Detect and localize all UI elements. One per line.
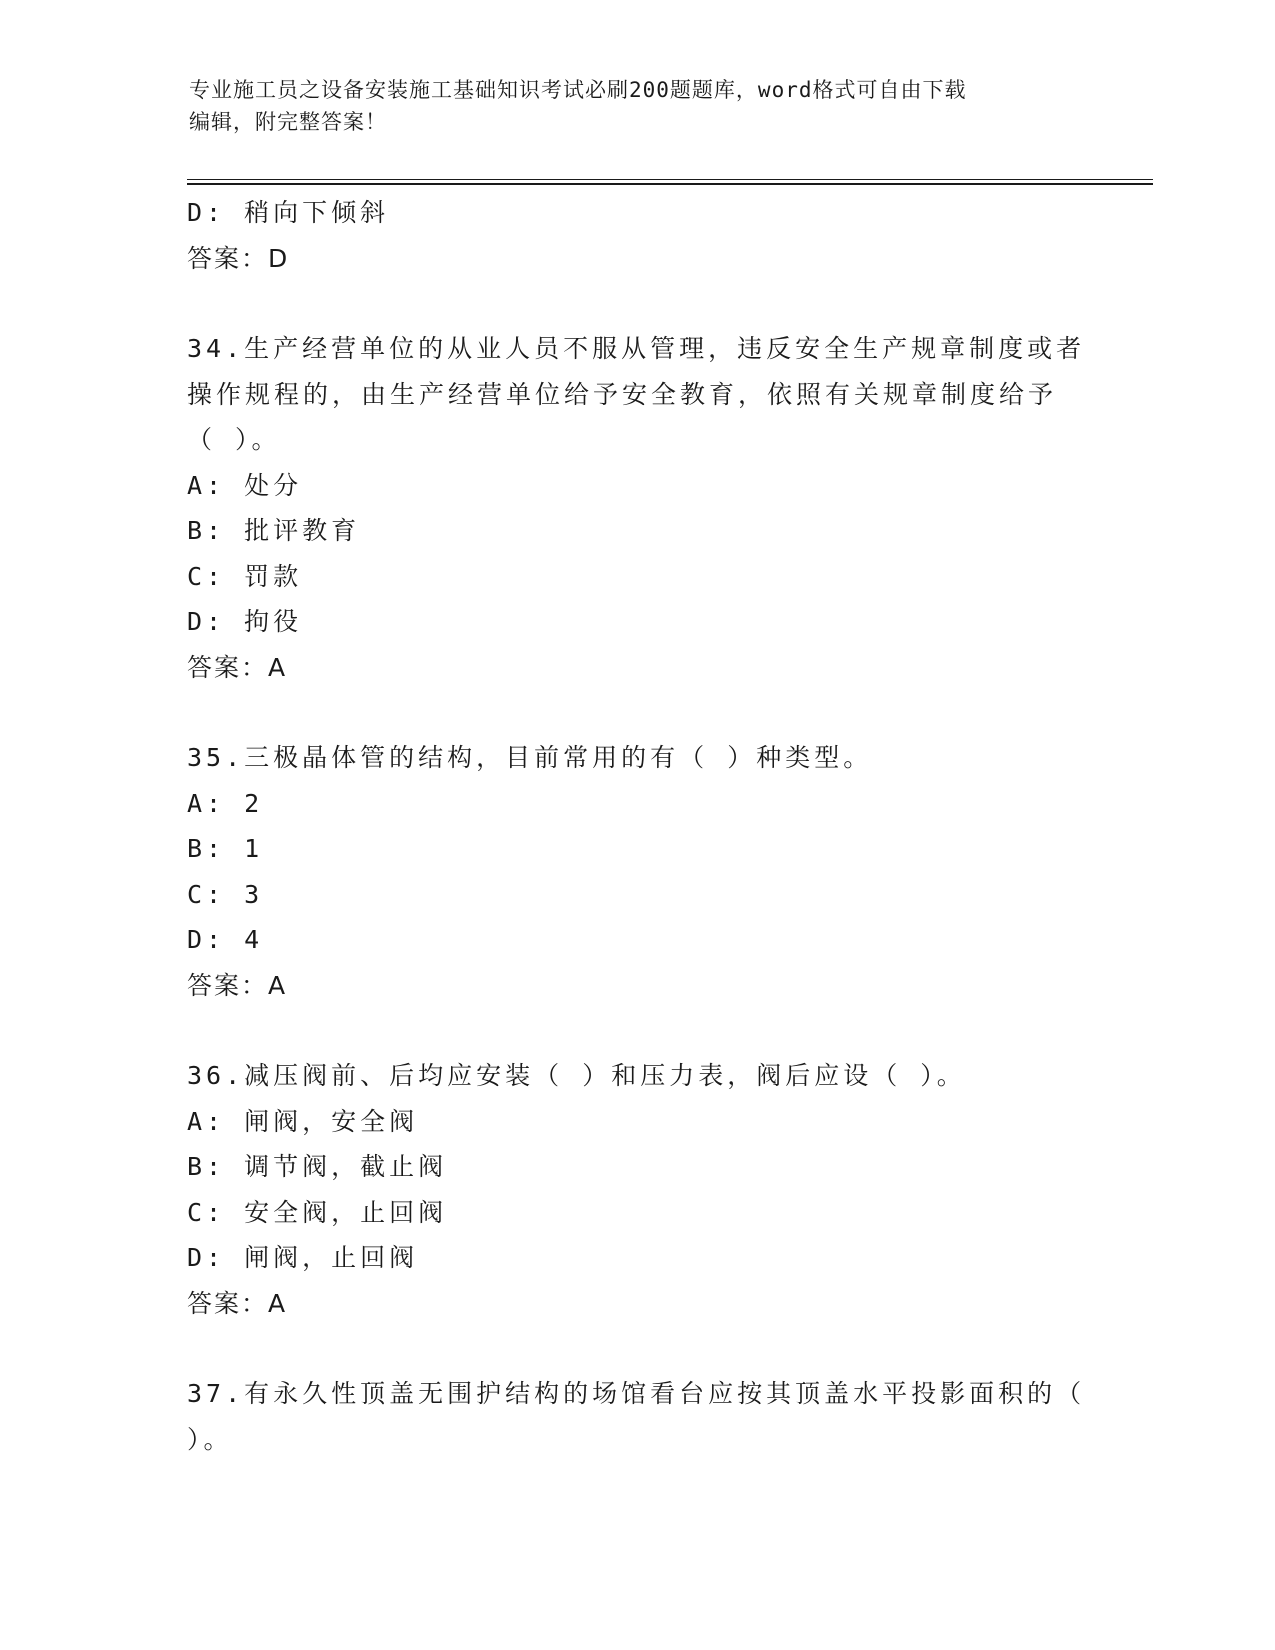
option-c: C: 安全阀，止回阀 (187, 1197, 448, 1227)
question-stem-line: 34.生产经营单位的从业人员不服从管理，违反安全生产规章制度或者 (187, 334, 1086, 363)
spacer (187, 281, 1087, 326)
option-d: D: 闸阀，止回阀 (187, 1243, 419, 1272)
option-d: D: 稍向下倾斜 (187, 198, 390, 227)
question-stem-line: 35.三极晶体管的结构，目前常用的有（ ）种类型。 (187, 743, 873, 772)
document-header (189, 74, 1089, 138)
spacer (187, 1008, 1087, 1053)
option-c: C: 3 (187, 879, 264, 909)
answer-line: 答案：A (187, 970, 288, 1000)
header-divider-thick (187, 183, 1153, 185)
question-35 (187, 735, 1087, 1008)
question-list (187, 190, 1087, 1462)
option-a: A: 闸阀，安全阀 (187, 1106, 419, 1136)
spacer (187, 690, 1087, 735)
question-stem-line: 操作规程的，由生产经营单位给予安全教育，依照有关规章制度给予 (187, 379, 1058, 409)
option-b: B: 1 (187, 834, 264, 863)
question-stem-line: 36.减压阀前、后均应安装（ ）和压力表，阀后应设（ ）。 (187, 1061, 966, 1090)
question-stem-line: （ ）。 (187, 425, 281, 454)
option-d: D: 拘役 (187, 607, 303, 636)
header-line-2: 编辑，附完整答案！ (189, 110, 387, 134)
option-d: D: 4 (187, 925, 264, 954)
question-stem-line: 37.有永久性顶盖无围护结构的场馆看台应按其顶盖水平投影面积的（ (187, 1379, 1086, 1408)
option-c: C: 罚款 (187, 561, 303, 591)
option-b: B: 调节阀，截止阀 (187, 1152, 448, 1181)
option-a: A: 处分 (187, 470, 303, 500)
header-line-1: 专业施工员之设备安装施工基础知识考试必刷200题题库，word格式可自由下载 (189, 78, 967, 102)
answer-line: 答案：D (187, 243, 290, 273)
option-a: A: 2 (187, 788, 264, 818)
answer-line: 答案：A (187, 1288, 288, 1318)
question-34 (187, 326, 1087, 690)
answer-line: 答案：A (187, 652, 288, 682)
question-stem-line: ）。 (187, 1424, 233, 1454)
question-36 (187, 1053, 1087, 1326)
header-divider-thin (187, 179, 1153, 180)
option-b: B: 批评教育 (187, 516, 361, 545)
spacer (187, 1326, 1087, 1371)
question-37 (187, 1371, 1087, 1462)
